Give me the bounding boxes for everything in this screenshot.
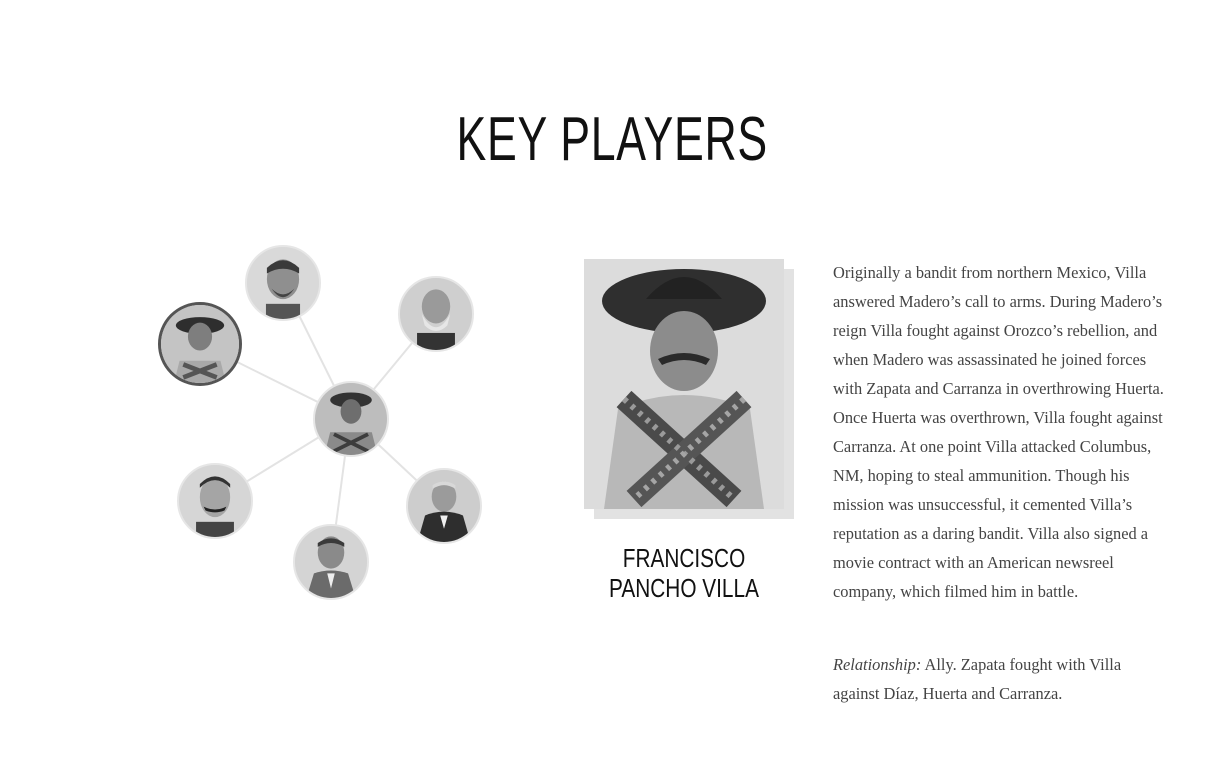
player-node-center[interactable]	[313, 381, 389, 457]
player-name: FRANCISCO PANCHO VILLA	[609, 543, 759, 603]
player-relationship	[833, 650, 1169, 708]
portrait-photo-icon	[179, 465, 251, 537]
key-players-network	[140, 230, 510, 620]
portrait-photo-icon	[584, 259, 784, 509]
portrait-photo-icon	[295, 526, 367, 598]
portrait-photo-icon	[400, 278, 472, 350]
portrait-photo-icon	[247, 247, 319, 319]
page-title: KEY PLAYERS	[456, 105, 768, 174]
player-node-5[interactable]	[293, 524, 369, 600]
player-portrait	[584, 259, 784, 509]
player-node-1[interactable]	[245, 245, 321, 321]
relationship-label: Relationship:	[833, 655, 922, 674]
portrait-photo-icon	[161, 305, 239, 383]
player-node-2[interactable]	[398, 276, 474, 352]
player-node-6[interactable]	[406, 468, 482, 544]
player-bio: Originally a bandit from northern Mexico, Villa answered Madero’s call to arms. During Madero’s reign Villa fought against Orozco’s rebellion, and when Madero was assassinated he joined forces with Zapata and Carranza in overthrowing Huerta. Once Huerta was overthrown, Villa fought against Carranza. At one point Villa attacked Columbus, NM, hoping to steal ammunition. Though his mission was unsuccessful, it cemented Villa’s reputation as a daring bandit. Villa also signed a movie contract with an American newsreel company, which filmed him in battle.	[833, 263, 1164, 601]
player-node-4[interactable]	[177, 463, 253, 539]
portrait-photo-icon	[315, 383, 387, 455]
player-node-3-selected[interactable]	[158, 302, 242, 386]
relationship-text: Ally. Zapata fought with Villa against Díaz, Huerta and Carranza.	[833, 655, 1122, 703]
portrait-photo-icon	[408, 470, 480, 542]
featured-portrait	[584, 259, 794, 519]
